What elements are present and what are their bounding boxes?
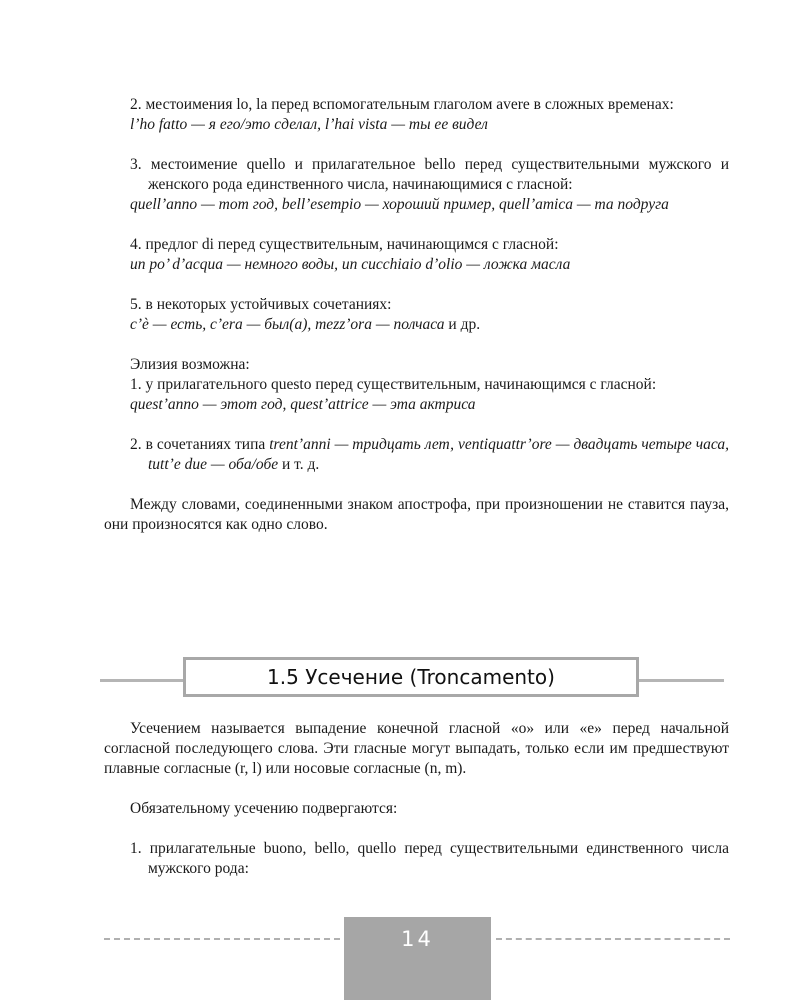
footer-rule-left [104,938,340,940]
optional-item-2-prefix: 2. в сочетаниях типа [130,436,270,453]
mandatory-heading: Обязательному усечению подвергаются: [130,800,398,817]
optional-heading: Элизия возможна: [130,356,250,373]
example-5 [104,315,729,335]
example-2: l’ho fatto — я его/это сделал, l’hai vista — ты ее видел [130,116,488,133]
footer-rule-right [496,938,730,940]
mandatory-item-1: 1. прилагательные buono, bello, quello перед существительными единственного числа мужского рода: [130,840,729,877]
example-5-text: c’è — есть, c’era — был(а), mezz’ora — полчаса [130,316,445,333]
list-item-2: 2. местоимения lo, la перед вспомогательным глаголом avere в сложных временах: [130,96,674,113]
optional-item-1: 1. у прилагательного questo перед существительным, начинающимся с гласной: [130,376,657,393]
list-item-3: 3. местоимение quello и прилагательное bello перед существительными мужского и женского рода единственного числа, начинающимися с гласной: [130,156,729,193]
example-3: quell’anno — тот год, bell’esempio — хороший пример, quell’amica — та подруга [130,196,669,213]
optional-item-2 [104,435,729,475]
heading-rule-right [636,679,724,682]
elision-list [104,95,729,535]
heading-rule-left [100,679,186,682]
optional-item-2-suffix: и т. д. [278,456,320,473]
example-5-suffix: и др. [444,316,481,333]
apostrophe-note: Между словами, соединенными знаком апострофа, при произношении не ставится пауза, они произносятся как одно слово. [104,496,729,533]
definition-paragraph: Усечением называется выпадение конечной гласной «о» или «е» перед начальной согласной последующего слова. Эти гласные могут выпадать, только если им предшествуют плавные согласные (r, l) или носовые согласные (n, m). [104,720,729,777]
list-item-5: 5. в некоторых устойчивых сочетаниях: [130,296,392,313]
list-item-4: 4. предлог di перед существительным, начинающимся с гласной: [130,236,559,253]
optional-example-2: trent’anni — тридцать лет, ventiquattr’ore — двадцать четыре часа, tutt’e due — оба/обе [148,436,729,473]
example-4: un po’ d’acqua — немного воды, un cucchiaio d’olio — ложка масла [130,256,571,273]
section-title: 1.5 Усечение (Troncamento) [183,657,639,697]
page-number: 14 [344,917,491,1000]
troncamento-body [104,719,729,879]
optional-example-1: quest’anno — этот год, quest’attrice — эта актриса [130,396,476,413]
section-heading [100,657,724,703]
